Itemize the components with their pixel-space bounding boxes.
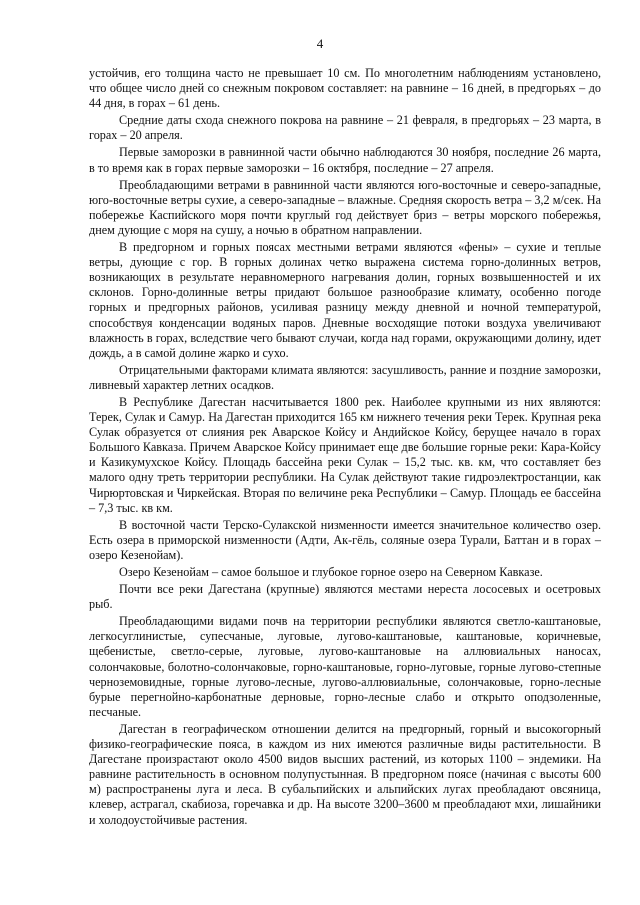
paragraph-kezenoyam: Озеро Кезенойам – самое большое и глубокое горное озеро на Северном Кавказе.	[119, 565, 543, 579]
paragraph-snow-melt: Средние даты схода снежного покрова на равнине – 21 февраля, в предгорьях – 23 марта, в горах – 20 апреля.	[89, 113, 601, 143]
page-number: 4	[316, 36, 324, 51]
paragraph-snow-cover: устойчив, его толщина часто не превышает 10 см. По многолетним наблюдениям установлено, что общее число дней со снежным покровом составляет: на равнине – 16 дней, в предгорьях – до 44 дня, в горах – 61 день.	[89, 66, 601, 111]
document-body	[89, 66, 601, 830]
paragraph-mountain-winds: В предгорном и горных поясах местными ветрами являются «фены» – сухие и теплые ветры, дующие с гор. В горных долинах четко выражена система горно-долинных ветров, возникающих в результате неравномерного нагревания долин, горных возвышенностей и их склонов. Горно-долинные ветры придают большое разнообразие климату, особенно погоде горных и предгорных районов, усиливая разницу между дневной и ночной температурой, способствуя конденсации водяных паров. Дневные восходящие потоки воздуха увеличивают влажность в горах, вследствие чего бывают случаи, когда над горами, окружающими долину, идет дождь, а в самой долине жарко и сухо.	[89, 240, 601, 360]
paragraph-fish-spawning: Почти все реки Дагестана (крупные) являются местами нереста лососевых и осетровых рыб.	[89, 582, 601, 612]
paragraph-frosts: Первые заморозки в равнинной части обычно наблюдаются 30 ноября, последние 26 марта, в то время как в горах первые заморозки – 16 октября, последние – 27 апреля.	[89, 145, 601, 175]
paragraph-negative-factors: Отрицательными факторами климата являются: засушливость, ранние и поздние заморозки, ливневый характер летних осадков.	[89, 362, 601, 392]
paragraph-lakes: В восточной части Терско-Сулакской низменности имеется значительное количество озер. Есть озера в приморской низменности (Адти, Ак-гёль, соляные озера Турали, Баттан и в горах – озеро Кезенойам).	[89, 517, 601, 562]
paragraph-rivers: В Республике Дагестан насчитывается 1800 рек. Наиболее крупными из них являются: Терек, Сулак и Самур. На Дагестан приходится 165 км нижнего течения реки Терек. Крупная река Сулак образуется от слияния рек Аварское Койсу и Андийское Койсу, берущее начало в горах Большого Кавказа. Причем Аварское Койсу принимает еще две большие горные реки: Кара-Койсу и Казикумухское Койсу. Площадь бассейна реки Сулак – 15,2 тыс. кв. км, что составляет без малого одну треть территории республики. На Сулак действуют такие гидроэлектростанции, как Чирюртовская и Чиркейская. Вторая по величине река Республики – Самур. Площадь ее бассейна – 7,3 тыс. кв км.	[89, 394, 601, 515]
paragraph-vegetation: Дагестан в географическом отношении делится на предгорный, горный и высокогорный физико-географические пояса, в каждом из них имеются различные виды растительности. В Дагестане произрастают около 4500 видов высших растений, из которых 1100 – эндемики. На равнине растительность в основном полупустынная. В предгорном поясе (начиная с высоты 600 м) распространены луга и леса. В субальпийских и альпийских лугах преобладают овсяница, клевер, астрагал, скабиоза, горечавка и др. На высоте 3200–3600 м преобладают мхи, лишайники и холодоустойчивые растения.	[89, 721, 601, 827]
paragraph-soils: Преобладающими видами почв на территории республики являются светло-каштановые, легкосуглинистые, супесчаные, луговые, лугово-каштановые, каштановые, коричневые, щебенистые, светло-серые, луговые, лугово-каштановые на аллювиальных наносах, солончаковые, болотно-солончаковые, горно-каштановые, горно-луговые, горные лугово-степные черноземовидные, горные лугово-лесные, лугово-аллювиальные, солончаковые, горно-лесные бурые перегнойно-карбонатные дерновые, горно-лесные слабо и открыто оподзоленные, песчаные.	[89, 614, 601, 719]
paragraph-plain-winds: Преобладающими ветрами в равнинной части являются юго-восточные и северо-западные, юго-восточные ветры сухие, а северо-западные – влажные. Средняя скорость ветра – 3,2 м/сек. На побережье Каспийского моря почти круглый год действует бриз – ветры морского побережья, днем дующие с моря на сушу, а ночью в обратном направлении.	[89, 177, 601, 237]
